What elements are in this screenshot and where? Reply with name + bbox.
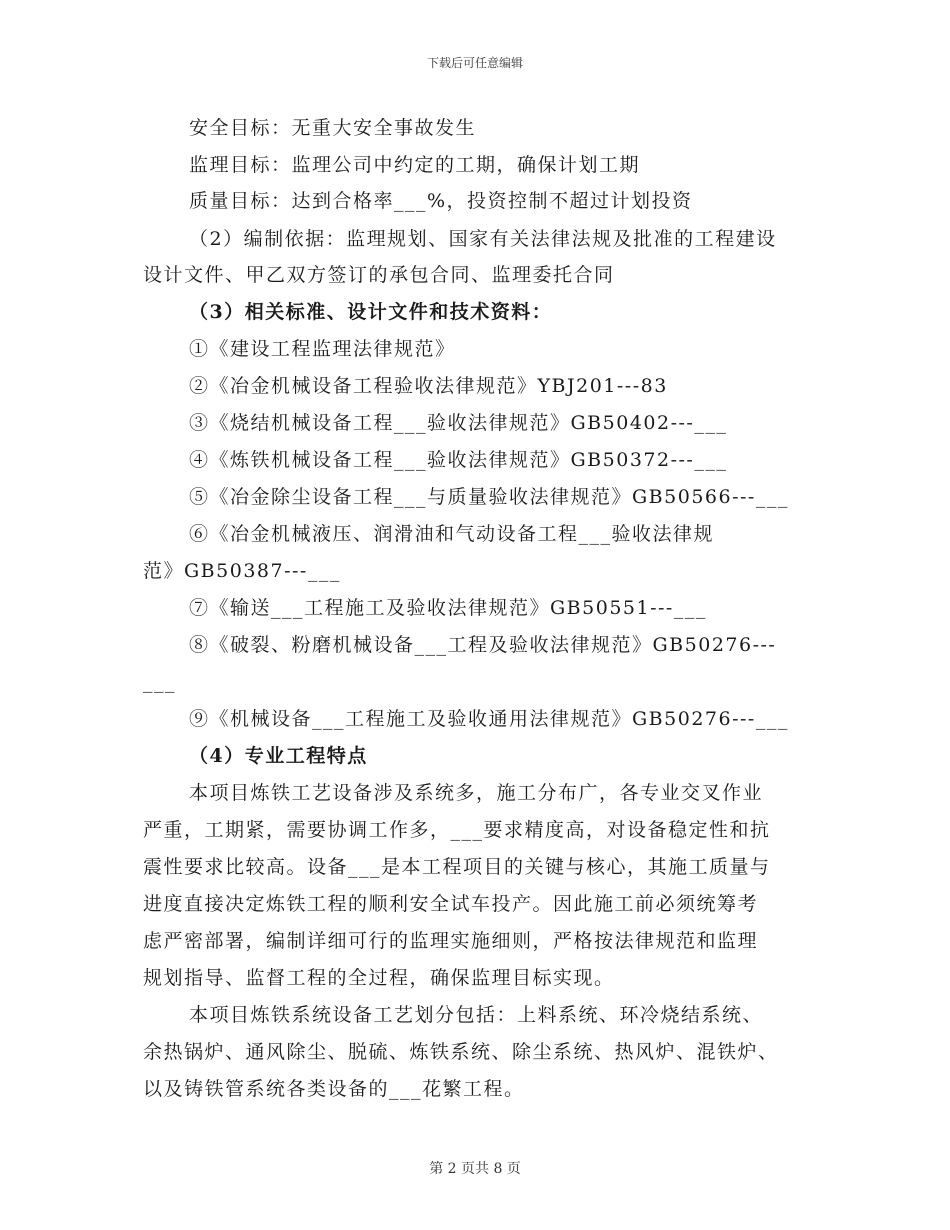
standard-item-6: ⑥《冶金机械液压、润滑油和气动设备工程___验收法律规 xyxy=(189,523,715,545)
basis-line-2: 设计文件、甲乙双方签订的承包合同、监理委托合同 xyxy=(143,264,615,286)
features-para1-line: 本项目炼铁工艺设备涉及系统多，施工分布广，各专业交叉作业 xyxy=(189,782,764,804)
features-para1-line: 规划指导、监督工程的全过程，确保监理目标实现。 xyxy=(143,967,615,989)
features-para1-line: 进度直接决定炼铁工程的顺利安全试车投产。因此施工前必须统筹考 xyxy=(143,893,759,915)
standard-item-8: ⑧《破裂、粉磨机械设备___工程及验收法律规范》GB50276--- xyxy=(189,634,777,656)
standard-item-6-cont: 范》GB50387---___ xyxy=(143,560,341,582)
standard-item-5: ⑤《冶金除尘设备工程___与质量验收法律规范》GB50566---___ xyxy=(189,486,789,508)
supervision-goal: 监理目标：监理公司中约定的工期，确保计划工期 xyxy=(189,154,641,176)
page-header: 下载后可任意编辑 xyxy=(426,56,523,70)
features-heading: （4）专业工程特点 xyxy=(189,745,368,767)
standard-item-2: ②《冶金机械设备工程验收法律规范》YBJ201---83 xyxy=(189,375,668,397)
standard-item-7: ⑦《输送___工程施工及验收法律规范》GB50551---___ xyxy=(189,597,707,619)
standards-heading: （3）相关标准、设计文件和技术资料： xyxy=(189,301,553,323)
features-para1-line: 严重，工期紧，需要协调工作多，___要求精度高，对设备稳定性和抗 xyxy=(143,819,771,841)
features-para1-line: 震性要求比较高。设备___是本工程项目的关键与核心，其施工质量与 xyxy=(143,856,771,878)
features-para2-line: 以及铸铁管系统各类设备的___花繁工程。 xyxy=(143,1078,525,1100)
quality-goal: 质量目标：达到合格率___%，投资控制不超过计划投资 xyxy=(189,190,693,212)
features-para2-line: 本项目炼铁系统设备工艺划分包括：上料系统、环冷烧结系统、 xyxy=(189,1004,764,1026)
standard-item-1: ①《建设工程监理法律规范》 xyxy=(189,338,456,360)
standard-item-9: ⑨《机械设备___工程施工及验收通用法律规范》GB50276---___ xyxy=(189,708,789,730)
features-para2-line: 余热锅炉、通风除尘、脱硫、炼铁系统、除尘系统、热风炉、混铁炉、 xyxy=(143,1041,779,1063)
basis-line-1: （2）编制依据：监理规划、国家有关法律法规及批准的工程建设 xyxy=(189,228,777,250)
safety-goal: 安全目标：无重大安全事故发生 xyxy=(189,117,477,139)
features-para1-line: 虑严密部署，编制详细可行的监理实施细则，严格按法律规范和监理 xyxy=(143,930,759,952)
standard-item-4: ④《炼铁机械设备工程___验收法律规范》GB50372---___ xyxy=(189,449,728,471)
standard-item-8-cont: ___ xyxy=(143,671,176,693)
page-footer: 第 2 页共 8 页 xyxy=(429,1161,521,1177)
standard-item-3: ③《烧结机械设备工程___验收法律规范》GB50402---___ xyxy=(189,412,728,434)
